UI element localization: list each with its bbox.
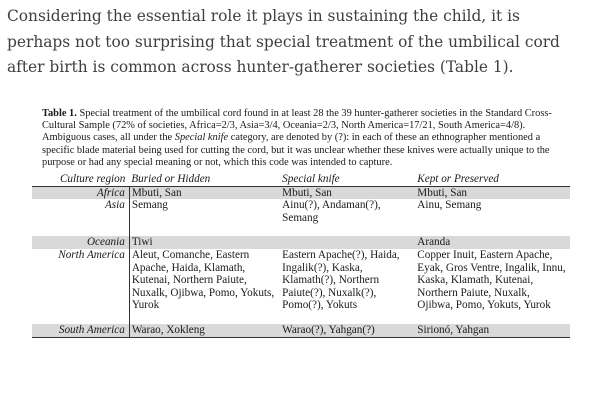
header-buried-or-hidden: Buried or Hidden [129, 173, 280, 186]
spacer-row [32, 312, 570, 324]
cell-kept: Mbuti, San [415, 186, 570, 199]
cell-buried: Warao, Xokleng [129, 324, 280, 337]
cell-buried: Mbuti, San [129, 186, 280, 199]
caption-text-a: Special treatment of the umbilical cord found in at least 28 the 39 hunter-gatherer societies in the Standard Cross-Cultural Sample (72% of societies, Africa=2/3, Asia=3/4, Oceania=2/3, North America=17/21, South America=4/8). Ambiguous cases, all under the [42, 108, 552, 144]
cell-knife: Warao(?), Yahgan(?) [280, 324, 415, 337]
header-culture-region: Culture region [32, 173, 129, 186]
caption-text-b: category, are denoted by (?): in each of these an ethnographer mentioned a specific blade material being used for cutting the cord, but it was unclear whether these knives were actually unique to the purpose or had any special meaning or not, which this code was intended to capture. [42, 132, 550, 168]
table-figure [32, 108, 570, 338]
cell-buried: Semang [131, 199, 168, 212]
cell-kept: Ainu, Semang [417, 199, 482, 212]
caption-italic: Special knife [174, 132, 229, 144]
cell-kept: Copper Inuit, Eastern Apache, Eyak, Gros Ventre, Ingalik, Innu, Kaska, Klamath, Kutenai, Northern Paiute, Nuxalk, Ojibwa, Pomo, Yokuts, Yurok [417, 248, 566, 312]
header-kept-or-preserved: Kept or Preserved [415, 173, 570, 186]
cell-kept: Sirionó, Yahgan [415, 324, 570, 337]
table-row [32, 324, 570, 337]
cell-knife [280, 236, 415, 249]
cell-knife: Ainu(?), Andaman(?), Semang [282, 199, 381, 224]
spacer-row [32, 224, 570, 236]
caption-label: Table 1. [42, 108, 77, 119]
table-row [32, 186, 570, 199]
row-region: North America [32, 249, 129, 312]
table-header-row [32, 173, 570, 186]
table-row [32, 236, 570, 249]
row-region: South America [32, 324, 129, 337]
cell-kept: Aranda [415, 236, 570, 249]
cell-buried: Aleut, Comanche, Eastern Apache, Haida, Klamath, Kutenai, Northern Paiute, Nuxalk, Ojibwa, Pomo, Yokuts, Yurok [131, 248, 275, 312]
table-row [32, 199, 570, 224]
cell-knife: Eastern Apache(?), Haida, Ingalik(?), Kaska, Klamath(?), Northern Paiute(?), Nuxalk(?), Pomo(?), Yokuts [282, 248, 400, 312]
row-region: Asia [32, 199, 129, 224]
table-caption [42, 108, 560, 169]
cell-buried: Tiwi [129, 236, 280, 249]
table-row [32, 249, 570, 312]
row-region: Africa [32, 186, 129, 199]
umbilical-cord-table [32, 173, 570, 338]
body-paragraph: Considering the essential role it plays in sustaining the child, it is perhaps not too surprising that special treatment of the umbilical cord after birth is common across hunter-gatherer societies (Table 1). [7, 7, 560, 76]
cell-knife: Mbuti, San [280, 186, 415, 199]
header-special-knife: Special knife [280, 173, 415, 186]
row-region: Oceania [32, 236, 129, 249]
